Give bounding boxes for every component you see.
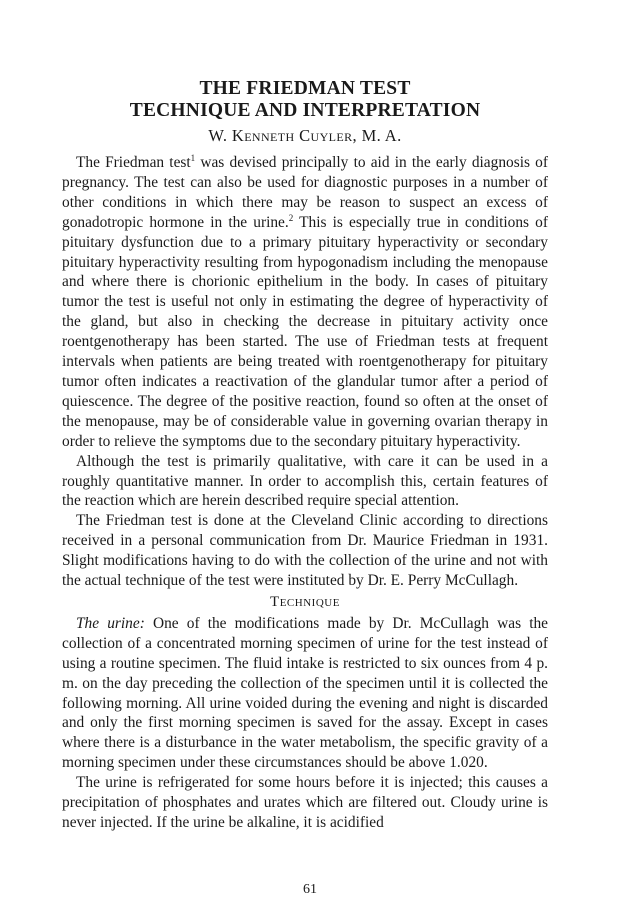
page-number: 61	[303, 882, 317, 897]
paragraph-4	[62, 614, 548, 773]
p4-text: One of the modifications made by Dr. McCullagh was the collection of a concentrated morning specimen of urine for the test instead of using a routine specimen. The fluid intake is restricted to six ounces from 4 p. m. on the day preceding the collection of the specimen until it is collected the following morning. All urine voided during the evening and night is discarded and only the first morning specimen is saved for the assay. Except in cases where there is a disturbance in the water metabolism, the specific gravity of a morning specimen under these circumstances should be above 1.020.	[62, 614, 549, 772]
footnote-ref-1: 1	[190, 153, 196, 163]
title-line-1: THE FRIEDMAN TEST	[199, 78, 411, 99]
paragraph-2: Although the test is primarily qualitative, with care it can be used in a roughly quantitative manner. In order to accomplish this, certain features of the reaction which are herein described require special attention.	[62, 452, 548, 510]
article-header	[62, 78, 548, 147]
paragraph-1	[62, 153, 548, 452]
footnote-ref-2: 2	[288, 212, 294, 223]
title-line-2: TECHNIQUE AND INTERPRETATION	[129, 100, 481, 121]
section-heading-technique: Technique	[270, 593, 340, 610]
p1-text-b: was devised principally to aid in the early diagnosis of pregnancy. The test can also be used for diagnostic purposes in a number of other conditions in which there may be reason to suspect an excess of gonadotropic hormone in the urine.	[62, 154, 548, 231]
paragraph-3: The Friedman test is done at the Cleveland Clinic according to directions received in a personal communication from Dr. Maurice Friedman in 1931. Slight modifications having to do with the collection of the urine and not with the actual technique of the test were instituted by Dr. E. Perry McCullagh.	[62, 512, 548, 590]
run-in-heading-urine: The urine:	[76, 614, 145, 632]
author-name: W. Kenneth Cuyler, M. A.	[208, 126, 402, 145]
article-title	[62, 78, 548, 122]
paragraph-5: The urine is refrigerated for some hours before it is injected; this causes a precipitation of phosphates and urates which are filtered out. Cloudy urine is never injected. If the urine be alkaline, it is acidified	[62, 774, 548, 831]
article-body	[62, 153, 548, 833]
p1-text-c: This is especially true in conditions of pituitary dysfunction due to a primary pituitary hyperactivity or secondary pituitary hyperactivity resulting from hypogonadism including the menopause and where there is chorionic epithelium in the body. In cases of pituitary tumor the test is useful not only in estimating the degree of hyperactivity of the gland, but also in checking the decrease in pituitary activity once roentgenotherapy has been started. The use of Friedman tests at frequent intervals when patients are being treated with roentgenotherapy for pituitary tumor often indicates a reactivation of the glandular tumor after a period of quiescence. The degree of the positive reaction, found so often at the onset of the menopause, may be of considerable value in governing ovarian therapy in order to relieve the symptoms due to the secondary pituitary hyperactivity.	[62, 213, 548, 450]
p1-text-a: The Friedman test	[76, 154, 191, 171]
